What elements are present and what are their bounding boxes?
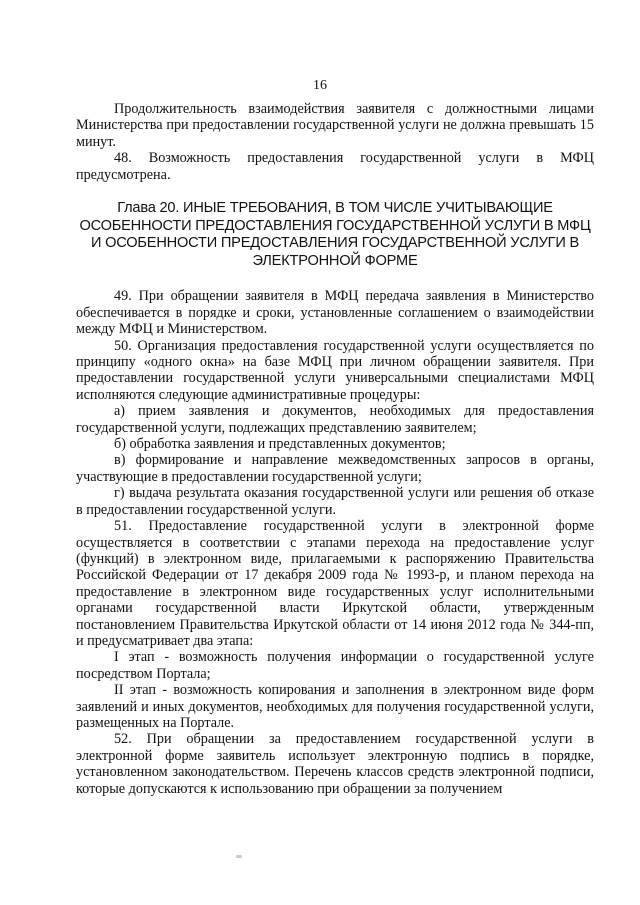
paragraph-51: 51. Предоставление государственной услуги в электронной форме осуществляется в соответствии с этапами перехода на предоставление услуг (функций) в электронном виде, прилагаемыми к распоряжению Правительства Российской Федерации от 17 декабря 2009 года № 1993-р, и планом перехода на предоставление в электронном виде государственных услуг исполнительными органами государственной власти Иркутской области, утвержденным постановлением Правительства Иркутской области от 14 июня 2012 года № 344-пп, и предусматривает два этапа: — [76, 518, 594, 649]
list-item-v: в) формирование и направление межведомственных запросов в органы, участвующие в предоставлении государственной услуги; — [76, 452, 594, 485]
chapter-20-heading: Глава 20. ИНЫЕ ТРЕБОВАНИЯ, В ТОМ ЧИСЛЕ УЧИТЫВАЮЩИЕ ОСОБЕННОСТИ ПРЕДОСТАВЛЕНИЯ ГОСУДАРСТВЕННОЙ УСЛУГИ В МФЦ И ОСОБЕННОСТИ ПРЕДОСТАВЛЕНИЯ ГОСУДАРСТВЕННОЙ УСЛУГИ В ЭЛЕКТРОННОЙ ФОРМЕ — [79, 200, 591, 269]
paragraph-50: 50. Организация предоставления государственной услуги осуществляется по принципу «одного окна» на базе МФЦ при личном обращении заявителя. При предоставлении государственной услуги универсальными специалистами МФЦ исполняются следующие административные процедуры: — [76, 337, 594, 403]
list-item-b: б) обработка заявления и представленных документов; — [114, 436, 446, 453]
scan-artifact — [236, 855, 242, 858]
paragraph-49: 49. При обращении заявителя в МФЦ передача заявления в Министерство обеспечивается в порядке и сроки, установленные соглашением о взаимодействии между МФЦ и Министерством. — [76, 288, 594, 338]
page-number: 16 — [313, 78, 327, 93]
list-item-g: г) выдача результата оказания государственной услуги или решения об отказе в предоставлении государственной услуги. — [76, 485, 594, 518]
list-item-a: а) прием заявления и документов, необходимых для предоставления государственной услуги, подлежащих представлению заявителем; — [76, 403, 594, 436]
paragraph-48: 48. Возможность предоставления государственной услуги в МФЦ предусмотрена. — [76, 150, 594, 183]
stage-1: I этап - возможность получения информации о государственной услуге посредством Портала; — [76, 649, 594, 682]
stage-2: II этап - возможность копирования и заполнения в электронном виде форм заявлений и иных документов, необходимых для получения государственной услуги, размещенных на Портале. — [76, 682, 594, 731]
paragraph-52: 52. При обращении за предоставлением государственной услуги в электронной форме заявитель использует электронную подпись в порядке, установленном законодательством. Перечень классов средств электронной подписи, которые допускаются к использованию при обращении за получением — [76, 731, 594, 797]
paragraph-interaction-duration: Продолжительность взаимодействия заявителя с должностными лицами Министерства при предоставлении государственной услуги не должна превышать 15 минут. — [76, 101, 594, 150]
document-body — [76, 101, 594, 797]
